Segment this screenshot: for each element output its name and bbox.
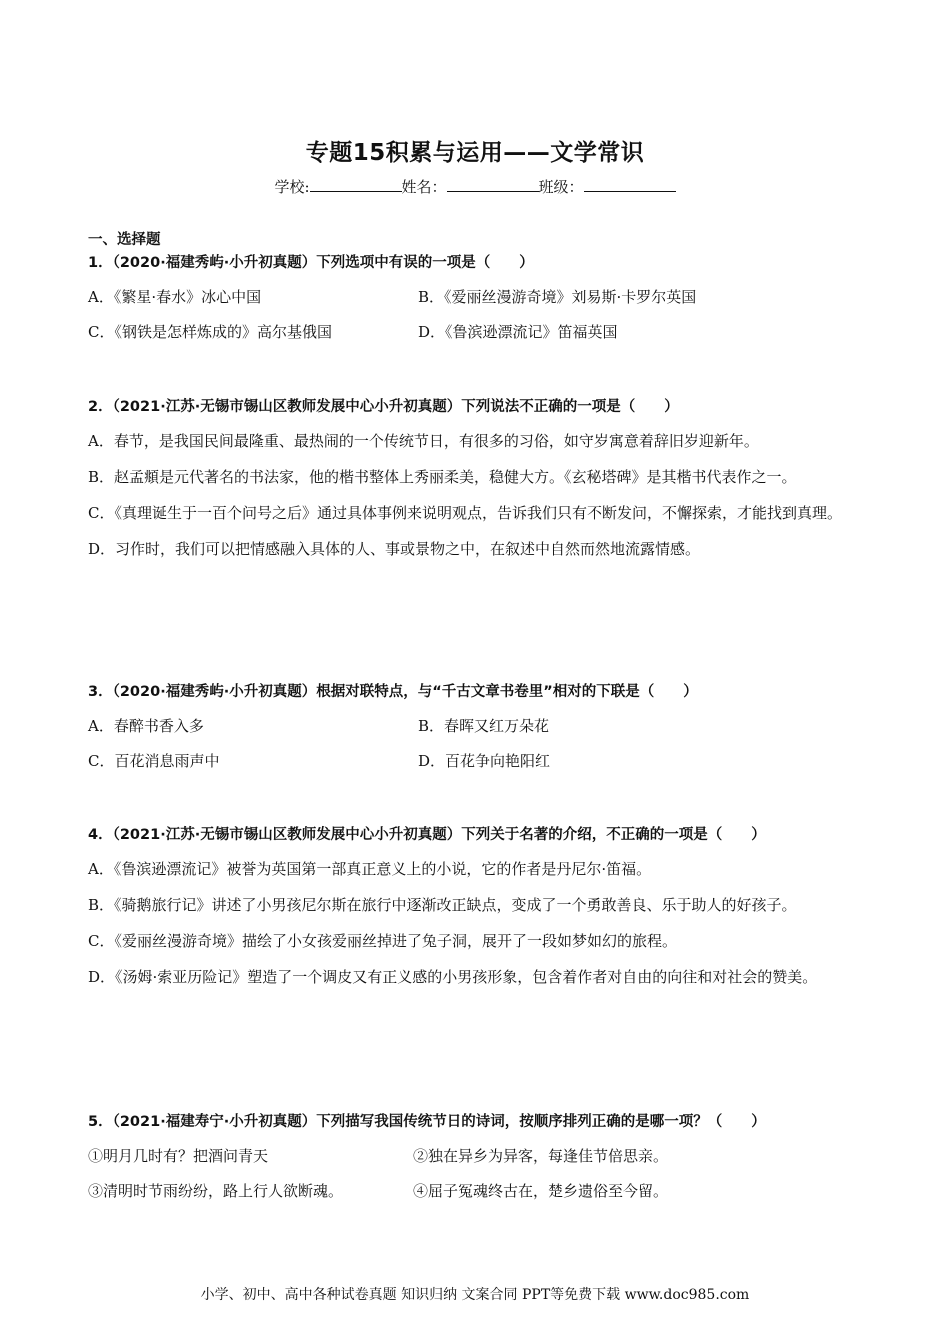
option-b[interactable]: B．《骑鹅旅行记》讲述了小男孩尼尔斯在旅行中逐渐改正缺点，变成了一个勇敢善良、乐于助人的好孩子。 xyxy=(88,896,797,914)
option-c[interactable]: C．《真理诞生于一百个问号之后》通过具体事例来说明观点，告诉我们只有不断发问，不懈探索，才能找到真理。 xyxy=(88,504,842,522)
option-d[interactable]: D．《汤姆·索亚历险记》塑造了一个调皮又有正义感的小男孩形象，包含着作者对自由的向往和对社会的赞美。 xyxy=(88,968,818,986)
question-1 xyxy=(88,251,868,350)
poem-item-2: ②独在异乡为异客，每逢佳节倍思亲。 xyxy=(413,1147,669,1165)
option-c[interactable]: C．《钢铁是怎样炼成的》高尔基俄国 xyxy=(88,323,332,341)
page-footer: 小学、初中、高中各种试卷真题 知识归纳 文案合同 PPT等免费下载 www.doc985.com xyxy=(200,1287,750,1303)
question-stem: 5．（2021·福建寿宁·小升初真题）下列描写我国传统节日的诗词，按顺序排列正确的是哪一项？（ ） xyxy=(88,1114,766,1130)
question-stem: 3．（2020·福建秀屿·小升初真题）根据对联特点，与“千古文章书卷里”相对的下联是（ ） xyxy=(88,684,698,700)
poem-item-3: ③清明时节雨纷纷，路上行人欲断魂。 xyxy=(88,1182,344,1200)
option-a[interactable]: A．《繁星·春水》冰心中国 xyxy=(88,288,262,306)
option-b[interactable]: B．春晖又红万朵花 xyxy=(418,717,550,735)
option-b[interactable]: B．赵孟頫是元代著名的书法家，他的楷书整体上秀丽柔美，稳健大方。《玄秘塔碑》是其楷书代表作之一。 xyxy=(88,468,797,486)
question-5 xyxy=(88,1110,868,1209)
class-blank[interactable] xyxy=(584,177,676,192)
name-label: 姓名： xyxy=(401,178,447,196)
school-blank[interactable] xyxy=(310,177,402,192)
option-b[interactable]: B．《爱丽丝漫游奇境》刘易斯·卡罗尔英国 xyxy=(418,288,697,306)
page-title: 专题15积累与运用——文学常识 xyxy=(305,140,645,166)
student-info-line xyxy=(0,176,950,197)
option-d[interactable]: D．习作时，我们可以把情感融入具体的人、事或景物之中，在叙述中自然而然地流露情感。 xyxy=(88,540,701,558)
school-label: 学校: xyxy=(274,178,310,196)
class-label: 班级： xyxy=(538,178,584,196)
section-heading: 一、选择题 xyxy=(88,232,161,248)
question-stem: 4．（2021·江苏·无锡市锡山区教师发展中心小升初真题）下列关于名著的介绍，不正确的一项是（ ） xyxy=(88,827,766,843)
name-blank[interactable] xyxy=(447,177,539,192)
option-a[interactable]: A．春醉书香入多 xyxy=(88,717,204,735)
question-stem: 2．（2021·江苏·无锡市锡山区教师发展中心小升初真题）下列说法不正确的一项是（ ） xyxy=(88,399,679,415)
question-4 xyxy=(88,823,868,995)
question-stem: 1．（2020·福建秀屿·小升初真题）下列选项中有误的一项是（ ） xyxy=(88,255,534,271)
question-3 xyxy=(88,680,868,779)
question-2 xyxy=(88,395,868,567)
option-d[interactable]: D．《鲁滨逊漂流记》笛福英国 xyxy=(418,323,618,341)
option-c[interactable]: C．《爱丽丝漫游奇境》描绘了小女孩爱丽丝掉进了兔子洞，展开了一段如梦如幻的旅程。 xyxy=(88,932,677,950)
option-a[interactable]: A．春节，是我国民间最隆重、最热闹的一个传统节日，有很多的习俗，如守岁寓意着辞旧岁迎新年。 xyxy=(88,432,759,450)
option-d[interactable]: D．百花争向艳阳红 xyxy=(418,752,551,770)
poem-item-4: ④屈子冤魂终古在，楚乡遗俗至今留。 xyxy=(413,1182,669,1200)
poem-item-1: ①明月几时有？把酒问青天 xyxy=(88,1147,269,1165)
option-c[interactable]: C．百花消息雨声中 xyxy=(88,752,220,770)
option-a[interactable]: A．《鲁滨逊漂流记》被誉为英国第一部真正意义上的小说，它的作者是丹尼尔·笛福。 xyxy=(88,860,652,878)
